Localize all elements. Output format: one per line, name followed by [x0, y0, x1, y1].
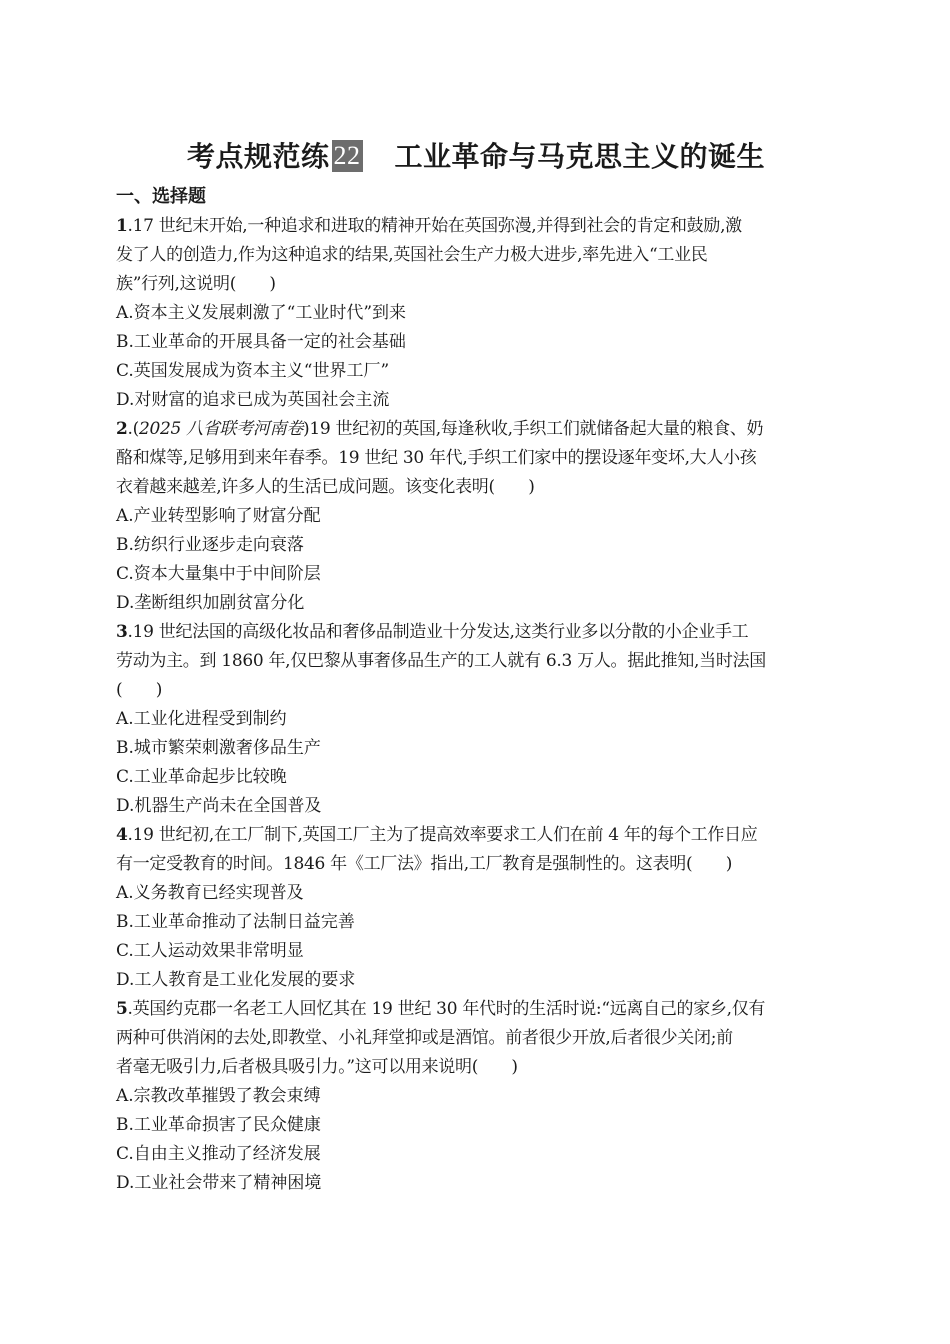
question-number: 5: [116, 999, 128, 1019]
question-stem-line: 族”行列,这说明( ): [116, 274, 276, 294]
question-number: 3: [116, 622, 128, 642]
option-d[interactable]: D.机器生产尚未在全国普及: [116, 796, 322, 816]
question-stem-line: 酪和煤等,足够用到来年春季。19 世纪 30 年代,手织工们家中的摆设逐年变坏,大人小孩: [116, 448, 757, 468]
option-a[interactable]: A.产业转型影响了财富分配: [116, 506, 321, 526]
question-2: [116, 415, 836, 618]
option-c[interactable]: C.英国发展成为资本主义“世界工厂”: [116, 361, 390, 381]
question-number: 4: [116, 825, 128, 845]
question-stem-line: 发了人的创造力,作为这种追求的结果,英国社会生产力极大进步,率先进入“工业民: [116, 245, 708, 265]
question-4: [116, 821, 836, 995]
question-5: [116, 995, 836, 1198]
section-heading: 一、选择题: [116, 186, 206, 207]
title-prefix: 考点规范练: [186, 140, 330, 173]
question-3: [116, 618, 836, 821]
question-number: 1: [116, 216, 128, 236]
option-d[interactable]: D.工人教育是工业化发展的要求: [116, 970, 356, 990]
question-stem-line: 者毫无吸引力,后者极具吸引力。”这可以用来说明( ): [116, 1057, 518, 1077]
question-stem-line: 1.17 世纪末开始,一种追求和进取的精神开始在英国弥漫,并得到社会的肯定和鼓励,激: [116, 216, 742, 236]
question-stem-line: 4.19 世纪初,在工厂制下,英国工厂主为了提高效率要求工人们在前 4 年的每个工作日应: [116, 825, 758, 845]
question-stem-line: 两种可供消闲的去处,即教堂、小礼拜堂抑或是酒馆。前者很少开放,后者很少关闭;前: [116, 1028, 733, 1048]
question-stem-line: 劳动为主。到 1860 年,仅巴黎从事奢侈品生产的工人就有 6.3 万人。据此推知,当时法国: [116, 651, 766, 671]
option-b[interactable]: B.工业革命的开展具备一定的社会基础: [116, 332, 406, 352]
question-stem-line: 有一定受教育的时间。1846 年《工厂法》指出,工厂教育是强制性的。这表明( ): [116, 854, 733, 874]
page-title: [116, 138, 836, 176]
question-stem-line: 5.英国约克郡一名老工人回忆其在 19 世纪 30 年代时的生活时说:“远离自己的家乡,仅有: [116, 999, 766, 1019]
question-stem-line: 2.(2025 八省联考河南卷)19 世纪初的英国,每逢秋收,手织工们就储备起大量的粮食、奶: [116, 419, 764, 439]
question-source: 2025 八省联考河南卷: [138, 419, 304, 439]
option-c[interactable]: C.自由主义推动了经济发展: [116, 1144, 321, 1164]
option-d[interactable]: D.垄断组织加剧贫富分化: [116, 593, 305, 613]
exercise-number-badge: 22: [333, 141, 361, 170]
option-d[interactable]: D.工业社会带来了精神困境: [116, 1173, 322, 1193]
question-stem-line: 3.19 世纪法国的高级化妆品和奢侈品制造业十分发达,这类行业多以分散的小企业手工: [116, 622, 749, 642]
option-c[interactable]: C.工业革命起步比较晚: [116, 767, 287, 787]
option-a[interactable]: A.工业化进程受到制约: [116, 709, 287, 729]
question-number: 2: [116, 419, 128, 439]
question-stem-line: 衣着越来越差,许多人的生活已成问题。该变化表明( ): [116, 477, 535, 497]
option-b[interactable]: B.工业革命推动了法制日益完善: [116, 912, 355, 932]
question-stem-line: ( ): [116, 680, 163, 700]
option-d[interactable]: D.对财富的追求已成为英国社会主流: [116, 390, 390, 410]
option-a[interactable]: A.义务教育已经实现普及: [116, 883, 304, 903]
title-topic: 工业革命与马克思主义的诞生: [394, 140, 766, 173]
option-c[interactable]: C.工人运动效果非常明显: [116, 941, 304, 961]
option-c[interactable]: C.资本大量集中于中间阶层: [116, 564, 321, 584]
question-1: [116, 212, 836, 415]
worksheet-page: [116, 138, 836, 1198]
option-a[interactable]: A.资本主义发展刺激了“工业时代”到来: [116, 303, 407, 323]
option-b[interactable]: B.工业革命损害了民众健康: [116, 1115, 321, 1135]
option-a[interactable]: A.宗教改革摧毁了教会束缚: [116, 1086, 321, 1106]
option-b[interactable]: B.纺织行业逐步走向衰落: [116, 535, 304, 555]
option-b[interactable]: B.城市繁荣刺激奢侈品生产: [116, 738, 321, 758]
